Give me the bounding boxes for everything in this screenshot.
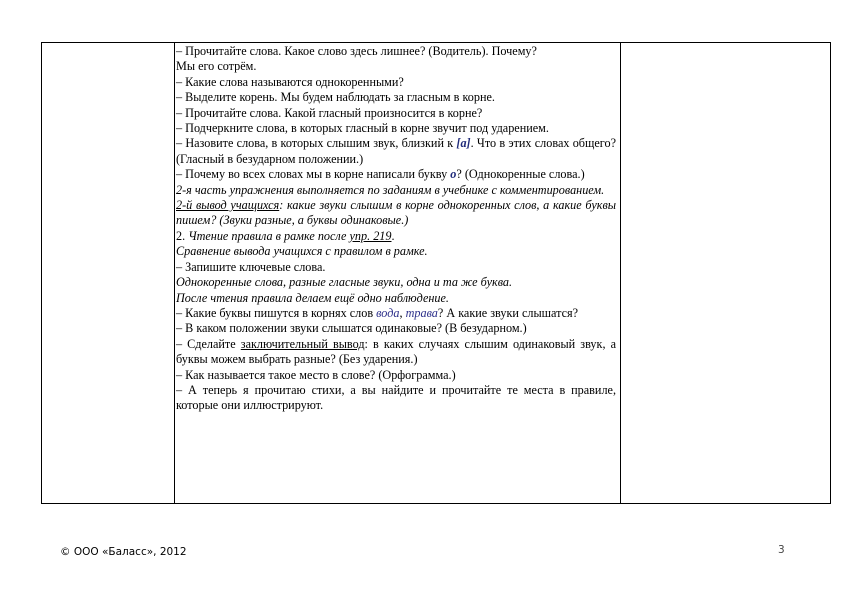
lesson-table: [41, 42, 831, 504]
text-line: После чтения правила делаем ещё одно наблюдение.: [176, 290, 449, 305]
lesson-text: [176, 44, 616, 504]
table-column-right: [620, 43, 831, 503]
text-line: 2-й вывод учащихся: какие звуки слышим в корне однокоренных слов, а какие буквы пишем? (Звуки разные, а буквы одинаковые.): [176, 198, 617, 228]
text-line: – Запишите ключевые слова.: [176, 259, 326, 274]
text-line: Сравнение вывода учащихся с правилом в рамке.: [176, 244, 428, 259]
text-line: – Прочитайте слова. Какое слово здесь лишнее? (Водитель). Почему?: [176, 44, 537, 58]
page-number: 3: [778, 544, 785, 556]
text-line: – Как называется такое место в слове? (Орфограмма.): [176, 367, 456, 382]
text-line: – Подчеркните слова, в которых гласный в корне звучит под ударением.: [176, 121, 549, 136]
exercise-link: упр. 219: [349, 228, 392, 243]
text-line: – Почему во всех словах мы в корне написали букву о? (Однокоренные слова.): [176, 167, 585, 182]
text-line: 2-я часть упражнения выполняется по заданиям в учебнике с комментированием.: [176, 182, 605, 197]
table-column-left: [42, 43, 175, 503]
letter-o: о: [450, 167, 457, 182]
text-line: Однокоренные слова, разные гласные звуки, одна и та же буква.: [176, 275, 513, 290]
text-line: – А теперь я прочитаю стихи, а вы найдите и прочитайте те места в правиле, которые они иллюстрируют.: [176, 382, 616, 413]
text-line: – Сделайте заключительный вывод: в каких случаях слышим одинаковый звук, а буквы можем выбрать разные? (Без ударения.): [176, 336, 616, 367]
sound-transcription: [а]: [456, 136, 471, 151]
text-line: Мы его сотрём.: [176, 59, 257, 74]
footer-copyright: © ООО «Баласс», 2012: [60, 546, 187, 558]
text-line: – Выделите корень. Мы будем наблюдать за гласным в корне.: [176, 90, 495, 105]
text-line: – Назовите слова, в которых слышим звук, близкий к [а]. Что в этих словах общего? (Гласный в безударном положении.): [176, 136, 616, 166]
text-line: 2. Чтение правила в рамке после упр. 219.: [176, 228, 395, 243]
text-line: – Прочитайте слова. Какой гласный произносится в корне?: [176, 105, 483, 120]
text-line: – Какие слова называются однокоренными?: [176, 74, 404, 89]
text-line: – Какие буквы пишутся в корнях слов вода, трава? А какие звуки слышатся?: [176, 305, 579, 320]
text-line: – В каком положении звуки слышатся одинаковые? (В безударном.): [176, 321, 527, 336]
